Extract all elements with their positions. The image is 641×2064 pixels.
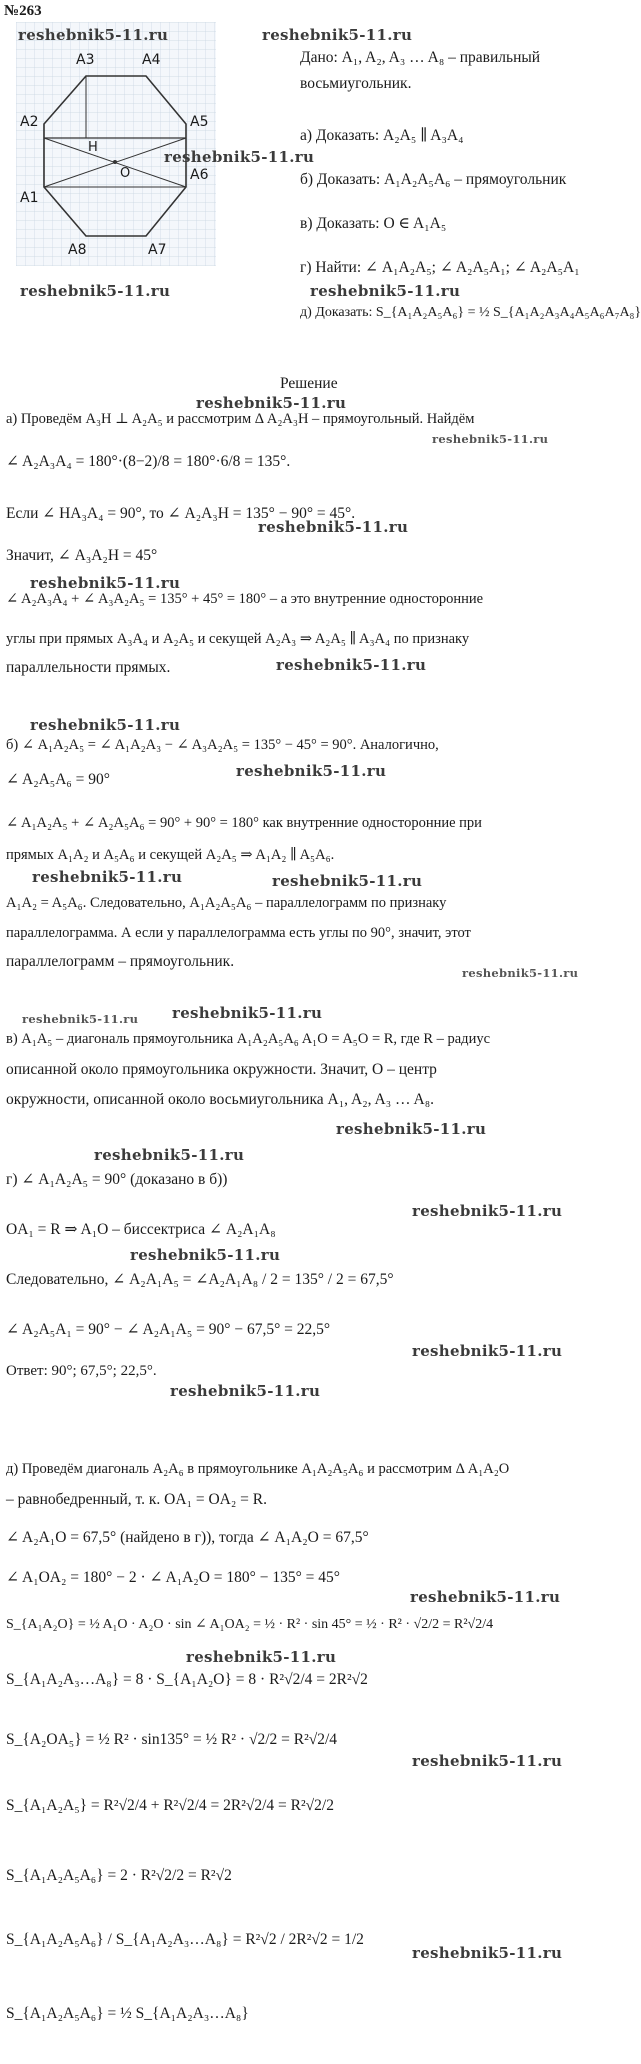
label-a6: A6 — [190, 167, 209, 183]
watermark: reshebnik5-11.ru — [30, 716, 181, 734]
part-g-l1: г) ∠ A₁A₂A₅ = 90° (доказано в б)) — [6, 1171, 228, 1188]
part-a-l1: а) Проведём A₃H ⊥ A₂A₅ и рассмотрим Δ A₂A₃H – прямоугольный. Найдём — [6, 411, 475, 427]
watermark: reshebnik5-11.ru — [262, 26, 413, 44]
part-a-l5: ∠ A₂A₃A₄ + ∠ A₃A₂A₅ = 135° + 45° = 180° – а это внутренние односторонние — [6, 591, 484, 607]
given-d: д) Доказать: S_{A₁A₂A₅A₆} = ½ S_{A₁A₂A₃A₄A₅A₆A₇A₈} — [300, 305, 641, 320]
watermark: reshebnik5-11.ru — [462, 966, 579, 980]
part-b-l1: б) ∠ A₁A₂A₅ = ∠ A₁A₂A₃ − ∠ A₃A₂A₅ = 135° − 45° = 90°. Аналогично, — [6, 737, 439, 753]
part-d-l1: д) Проведём диагональ A₂A₆ в прямоугольнике A₁A₂A₅A₆ и рассмотрим Δ A₁A₂O — [6, 1461, 510, 1477]
watermark: reshebnik5-11.ru — [336, 1120, 487, 1138]
part-g-l2: OA₁ = R ⇒ A₁O – биссектриса ∠ A₂A₁A₈ — [6, 1221, 276, 1238]
part-v-l3: окружности, описанной около восьмиугольника A₁, A₂, A₃ … A₈. — [6, 1091, 434, 1108]
watermark: reshebnik5-11.ru — [130, 1246, 281, 1264]
part-d-l11: S_{A₁A₂A₅A₆} = ½ S_{A₁A₂A₃…A₈} — [6, 2005, 249, 2022]
watermark: reshebnik5-11.ru — [170, 1382, 321, 1400]
given-g: г) Найти: ∠ A₁A₂A₅; ∠ A₂A₅A₁; ∠ A₂A₅A₁ — [300, 259, 580, 276]
watermark: reshebnik5-11.ru — [258, 518, 409, 536]
watermark: reshebnik5-11.ru — [30, 574, 181, 592]
watermark: reshebnik5-11.ru — [32, 868, 183, 886]
watermark: reshebnik5-11.ru — [94, 1146, 245, 1164]
watermark: reshebnik5-11.ru — [22, 1012, 139, 1026]
label-a8: A8 — [68, 242, 87, 258]
part-a-l6: углы при прямых A₃A₄ и A₂A₅ и секущей A₂A₃ ⇒ A₂A₅ ∥ A₃A₄ по признаку — [6, 631, 470, 647]
part-b-l5: A₁A₂ = A₅A₆. Следовательно, A₁A₂A₅A₆ – параллелограмм по признаку — [6, 895, 447, 911]
solution-heading: Решение — [280, 375, 338, 392]
part-g-l3: Следовательно, ∠ A₂A₁A₅ = ∠A₂A₁A₈ / 2 = 135° / 2 = 67,5° — [6, 1271, 394, 1288]
part-d-l2: – равнобедренный, т. к. OA₁ = OA₂ = R. — [6, 1491, 267, 1508]
watermark: reshebnik5-11.ru — [196, 394, 347, 412]
part-d-l8: S_{A₁A₂A₅} = R²√2/4 + R²√2/4 = 2R²√2/4 = R²√2/2 — [6, 1797, 334, 1814]
given-a: а) Доказать: A₂A₅ ∥ A₃A₄ — [300, 127, 464, 144]
watermark: reshebnik5-11.ru — [164, 148, 315, 166]
watermark: reshebnik5-11.ru — [410, 1588, 561, 1606]
part-g-l4: ∠ A₂A₅A₁ = 90° − ∠ A₂A₁A₅ = 90° − 67,5° = 22,5° — [6, 1321, 331, 1338]
watermark: reshebnik5-11.ru — [20, 282, 171, 300]
part-b-l3: ∠ A₁A₂A₅ + ∠ A₂A₅A₆ = 90° + 90° = 180° как внутренние односторонние при — [6, 815, 482, 831]
part-g-answer: Ответ: 90°; 67,5°; 22,5°. — [6, 1363, 157, 1379]
label-a7: A7 — [148, 242, 167, 258]
part-d-l5: S_{A₁A₂O} = ½ A₁O · A₂O · sin ∠ A₁OA₂ = ½ · R² · sin 45° = ½ · R² · √2/2 = R²√2/4 — [6, 1617, 494, 1632]
watermark: reshebnik5-11.ru — [276, 656, 427, 674]
watermark: reshebnik5-11.ru — [412, 1202, 563, 1220]
part-b-l6: параллелограмма. А если у параллелограмма есть углы по 90°, значит, этот — [6, 925, 471, 941]
part-a-l4: Значит, ∠ A₃A₂H = 45° — [6, 547, 158, 564]
label-a2: A2 — [20, 114, 39, 130]
part-d-l9: S_{A₁A₂A₅A₆} = 2 · R²√2/2 = R²√2 — [6, 1867, 232, 1884]
label-a4: A4 — [142, 52, 161, 68]
watermark: reshebnik5-11.ru — [432, 432, 549, 446]
watermark: reshebnik5-11.ru — [412, 1944, 563, 1962]
watermark: reshebnik5-11.ru — [412, 1342, 563, 1360]
problem-number: №263 — [4, 3, 42, 19]
label-a3: A3 — [76, 52, 95, 68]
label-a1: A1 — [20, 190, 39, 206]
watermark: reshebnik5-11.ru — [412, 1752, 563, 1770]
given-line1: Дано: A₁, A₂, A₃ … A₈ – правильный — [300, 49, 541, 66]
part-d-l6: S_{A₁A₂A₃…A₈} = 8 · S_{A₁A₂O} = 8 · R²√2/4 = 2R²√2 — [6, 1671, 368, 1688]
watermark: reshebnik5-11.ru — [272, 872, 423, 890]
label-h: H — [88, 140, 98, 155]
part-a-l3: Если ∠ HA₃A₄ = 90°, то ∠ A₂A₃H = 135° − 90° = 45°. — [6, 505, 356, 522]
part-a-l2: ∠ A₂A₃A₄ = 180°·(8−2)/8 = 180°·6/8 = 135°. — [6, 453, 291, 470]
part-b-l2: ∠ A₂A₅A₆ = 90° — [6, 771, 110, 788]
watermark: reshebnik5-11.ru — [310, 282, 461, 300]
part-v-l1: в) A₁A₅ – диагональ прямоугольника A₁A₂A₅A₆ A₁O = A₅O = R, где R – радиус — [6, 1031, 491, 1047]
part-b-l7: параллелограмм – прямоугольник. — [6, 953, 235, 970]
part-d-l4: ∠ A₁OA₂ = 180° − 2 · ∠ A₁A₂O = 180° − 135° = 45° — [6, 1569, 340, 1586]
given-line2: восьмиугольник. — [300, 75, 412, 92]
part-b-l4: прямых A₁A₂ и A₅A₆ и секущей A₂A₅ ⇒ A₁A₂ ∥ A₅A₆. — [6, 847, 335, 863]
part-a-l7: параллельности прямых. — [6, 659, 171, 676]
given-b: б) Доказать: A₁A₂A₅A₆ – прямоугольник — [300, 171, 567, 188]
part-d-l3: ∠ A₂A₁O = 67,5° (найдено в г)), тогда ∠ A₁A₂O = 67,5° — [6, 1529, 369, 1546]
part-v-l2: описанной около прямоугольника окружности. Значит, O – центр — [6, 1061, 437, 1078]
watermark: reshebnik5-11.ru — [18, 26, 169, 44]
part-d-l7: S_{A₂OA₅} = ½ R² · sin135° = ½ R² · √2/2 = R²√2/4 — [6, 1731, 338, 1748]
label-o: O — [120, 166, 131, 181]
part-d-l10: S_{A₁A₂A₅A₆} / S_{A₁A₂A₃…A₈} = R²√2 / 2R²√2 = 1/2 — [6, 1931, 364, 1948]
watermark: reshebnik5-11.ru — [236, 762, 387, 780]
watermark: reshebnik5-11.ru — [172, 1004, 323, 1022]
watermark: reshebnik5-11.ru — [186, 1648, 337, 1666]
octagon-figure — [16, 22, 216, 266]
label-a5: A5 — [190, 114, 209, 130]
given-v: в) Доказать: O ∈ A₁A₅ — [300, 215, 447, 232]
